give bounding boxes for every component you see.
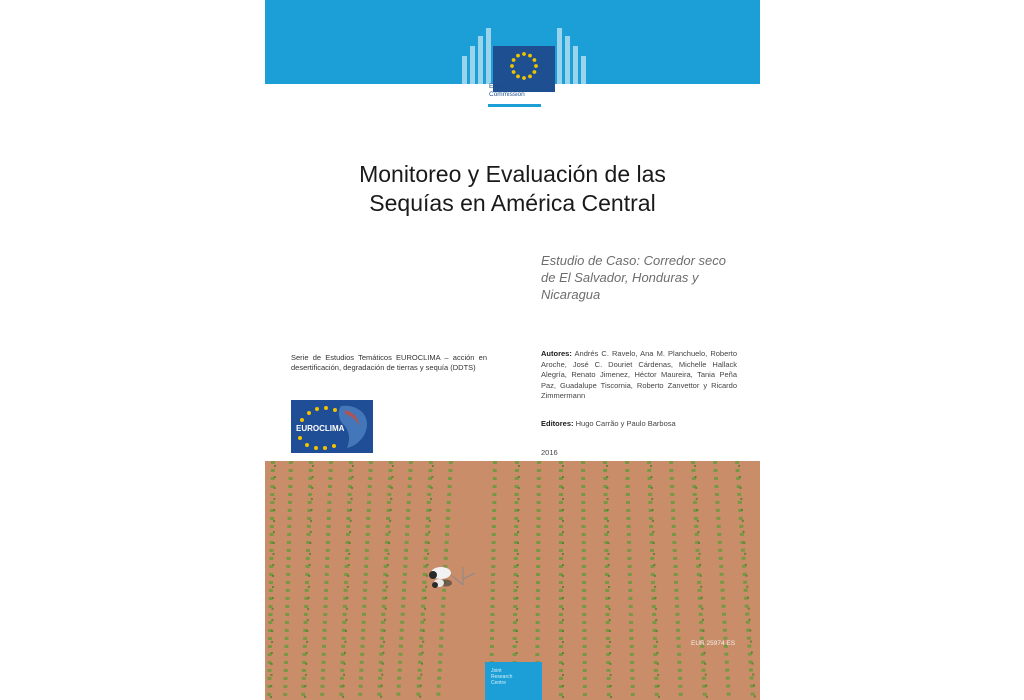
report-subtitle: Estudio de Caso: Corredor seco de El Salvador, Honduras y Nicaragua [541, 253, 726, 302]
euroclima-logo [291, 400, 373, 453]
euroclima-logo-text: EUROCLIMA [296, 424, 345, 433]
title-line2: Sequías en América Central [369, 190, 656, 216]
authors-block [541, 349, 737, 402]
editors-label: Editores: [541, 419, 574, 428]
report-number: EUR 25974 ES [691, 640, 736, 647]
series-description: Serie de Estudios Temáticos EUROCLIMA – acción en desertificación, degradación de tierras y sequía (DDTS) [291, 353, 487, 372]
jrc-line3: Centre [491, 680, 507, 686]
ec-label-line1: European [489, 83, 518, 90]
publication-year: 2016 [541, 448, 558, 457]
jrc-line1: Joint [491, 668, 502, 674]
jrc-logo-box [485, 662, 542, 700]
editors-list: Hugo Carrão y Paulo Barbosa [575, 419, 676, 428]
ec-label-line2: Commission [489, 91, 525, 98]
authors-list: Andrés C. Ravelo, Ana M. Planchuelo, Roberto Aroche, José C. Douriet Cárdenas, Michelle Hallack Alegría, Renato Jimenez, Héctor Maureira, Tania Peña Paz, Guadalupe Tiscornia, Roberto Zanvettor y Ricardo Zimmermann [541, 349, 738, 400]
report-cover [265, 0, 760, 700]
ec-underline [488, 104, 541, 107]
european-commission-label [489, 83, 569, 99]
editors-block [541, 419, 737, 429]
authors-label: Autores: [541, 349, 572, 358]
report-title [265, 160, 760, 218]
title-line1: Monitoreo y Evaluación de las [359, 161, 666, 187]
jrc-line2: Research [491, 674, 513, 680]
